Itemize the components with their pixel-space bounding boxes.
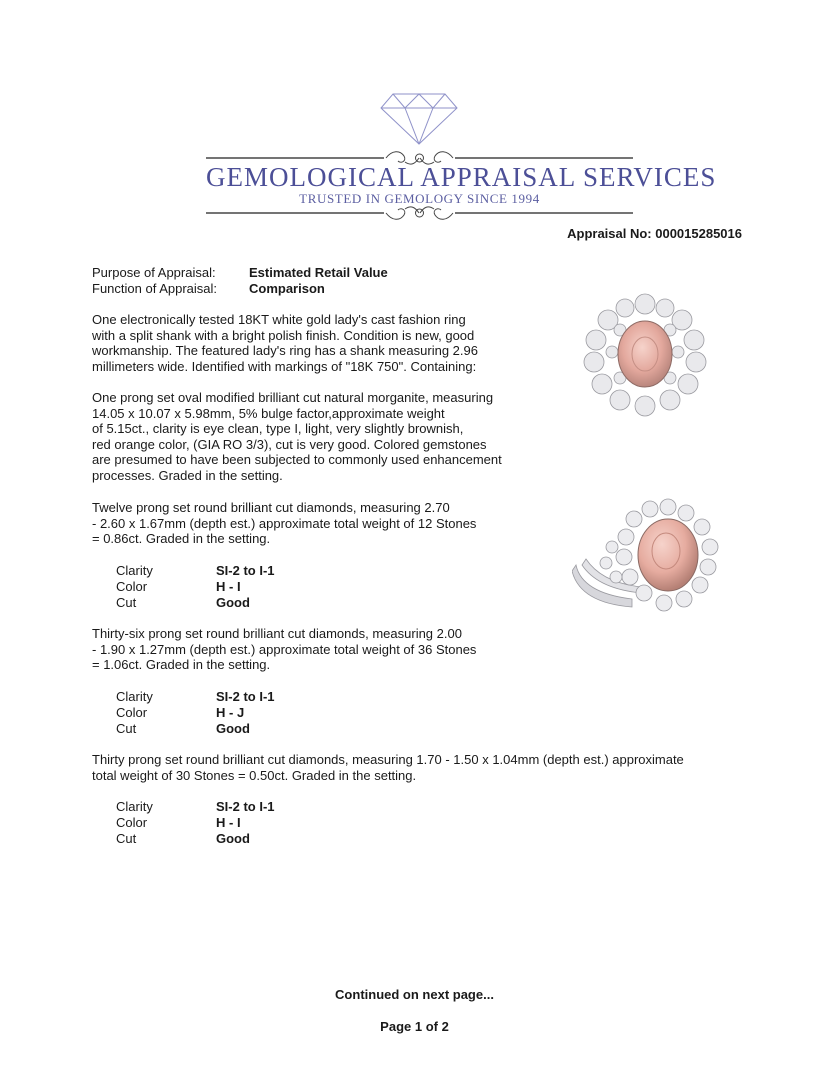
ring-description: One electronically tested 18KT white gold lady's cast fashion ring with a split shank with a bright polish finish. Condition is new, good workmanship. The featured lady's ring has a shank measuring 2.96 millimeters wide. Identified with markings of "18K 750". Containing: <box>92 312 478 374</box>
function-value: Comparison <box>249 281 325 296</box>
page-number: Page 1 of 2 <box>380 1019 449 1034</box>
cut-value: Good <box>216 831 250 846</box>
grade-row-cut <box>0 721 829 737</box>
company-tagline: TRUSTED IN GEMOLOGY SINCE 1994 <box>299 191 540 206</box>
grade-row-cut <box>0 831 829 847</box>
clarity-label: Clarity <box>116 799 153 814</box>
grade-row-color <box>0 815 829 831</box>
grade-row-clarity <box>0 799 829 815</box>
morganite-description: One prong set oval modified brilliant cut natural morganite, measuring 14.05 x 10.07 x 5.98mm, 5% bulge factor,approximate weight of 5.15ct., clarity is eye clean, type I, light, very slightly brownish, red orange color, (GIA RO 3/3), cut is very good. Colored gemstones are presumed to have been subjected to commonly used enhancement processes. Graded in the setting. <box>92 390 502 483</box>
ring-top-view-image <box>580 290 710 418</box>
grade-row-clarity <box>0 689 829 705</box>
cut-label: Cut <box>116 721 137 736</box>
diamond-logo-icon <box>379 92 459 146</box>
clarity-label: Clarity <box>116 563 153 578</box>
cut-value: Good <box>216 595 250 610</box>
color-label: Color <box>116 815 148 830</box>
ring-side-view-image <box>572 495 722 625</box>
company-name: GEMOLOGICAL APPRAISAL SERVICES <box>206 162 717 192</box>
cut-label: Cut <box>116 595 137 610</box>
cut-value: Good <box>216 721 250 736</box>
cut-label: Cut <box>116 831 137 846</box>
function-label: Function of Appraisal: <box>92 281 218 296</box>
color-label: Color <box>116 579 148 594</box>
clarity-value: SI-2 to I-1 <box>216 563 275 578</box>
diamonds-36-description: Thirty-six prong set round brilliant cut diamonds, measuring 2.00 - 1.90 x 1.27mm (depth est.) approximate total weight of 36 Stones = 1.06ct. Graded in the setting. <box>92 626 477 673</box>
clarity-value: SI-2 to I-1 <box>216 689 275 704</box>
diamonds-12-description: Twelve prong set round brilliant cut diamonds, measuring 2.70 - 2.60 x 1.67mm (depth est.) approximate total weight of 12 Stones = 0.86ct. Graded in the setting. <box>92 500 477 547</box>
clarity-value: SI-2 to I-1 <box>216 799 275 814</box>
color-value: H - I <box>216 815 241 830</box>
color-value: H - I <box>216 579 241 594</box>
purpose-value: Estimated Retail Value <box>249 265 388 280</box>
clarity-label: Clarity <box>116 689 153 704</box>
continued-note: Continued on next page... <box>335 987 494 1002</box>
color-label: Color <box>116 705 148 720</box>
appraisal-number: Appraisal No: 000015285016 <box>567 226 742 241</box>
grade-row-color <box>0 705 829 721</box>
color-value: H - J <box>216 705 245 720</box>
purpose-label: Purpose of Appraisal: <box>92 265 216 280</box>
diamonds-30-description: Thirty prong set round brilliant cut diamonds, measuring 1.70 - 1.50 x 1.04mm (depth est.) approximate total weight of 30 Stones = 0.50ct. Graded in the setting. <box>92 752 684 783</box>
